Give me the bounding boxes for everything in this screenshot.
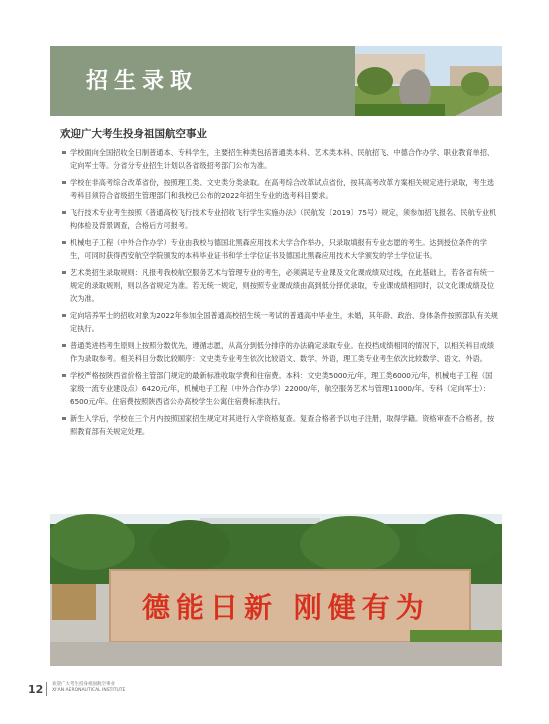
section-heading: 欢迎广大考生投身祖国航空事业: [60, 128, 207, 140]
footer-line-1: 欢迎广大考生投身祖国航空事业: [52, 682, 115, 687]
page-number: 12: [28, 683, 44, 696]
list-item: 艺术类招生录取规则：凡报考我校航空服务艺术与管理专业的考生，必须满足专业课及文化课成绩双过线，在此基础上，若各省有统一规定的录取规则，则以各省规定为准。若无统一规定，则按照专业课成绩由高到低分择优录取，专业课成绩相同时，以文化课成绩及位次为准。: [62, 266, 498, 305]
list-item: 飞行技术专业考生按照《普通高校飞行技术专业招收飞行学生实施办法》（民航发〔2019〕75号）规定，须参加招飞报名、民航专业机构体检及背景调查，合格后方可报考。: [62, 206, 498, 232]
list-item: 学校严格按陕西省价格主管部门规定的最新标准收取学费和住宿费。本科：文史类5000元/年，理工类6000元/年，机械电子工程（国家级一流专业建设点）6420元/年，机械电子工程（中外合作办学）22000/年，航空服务艺术与管理11000/年。专科（定向军士）：6500元/年。住宿费按照陕西省公办高校学生公寓住宿费标准执行。: [62, 369, 498, 408]
list-item: 定向培养军士的招收对象为2022年参加全国普通高校招生统一考试的普通高中毕业生，未婚，其年龄、政治、身体条件按照部队有关规定执行。: [62, 309, 498, 335]
list-item: 学校在非高考综合改革省份，按照理工类、文史类分类录取。在高考综合改革试点省份，按其高考改革方案相关规定进行录取，考生选考科目须符合省级招生管理部门和我校已公布的2022年招生专业的选考科目要求。: [62, 176, 498, 202]
footer-caption: [52, 682, 162, 694]
list-item: 机械电子工程（中外合作办学）专业由我校与德国北黑森应用技术大学合作举办，只录取填报有专业志愿的考生。达到授位条件的学生，可同时获得西安航空学院颁发的本科毕业证书和学士学位证书及德国北黑森应用技术大学颁发的学士学位证书。: [62, 236, 498, 262]
page-footer: [28, 683, 43, 696]
campus-photo: [355, 46, 502, 116]
admission-rules-list: [62, 146, 498, 442]
page-title: 招生录取: [86, 68, 199, 94]
list-item: 普通类进档考生原则上按照分数优先，遵循志愿，从高分到低分排序的办法确定录取专业。在投档成绩相同的情况下，以相关科目成绩作为录取参考。相关科目分数比较顺序：文史类专业考生依次比较语文、数学、外语，理工类专业考生依次比较数学、语文、外语。: [62, 339, 498, 365]
footer-divider: [46, 682, 47, 696]
campus-motto: 德能日新 刚健有为: [142, 591, 430, 624]
header-banner: [50, 46, 502, 116]
list-item: 新生入学后，学校在三个月内按照国家招生规定对其进行入学资格复查。复查合格者予以电子注册，取得学籍。资格审查不合格者，按照教育部有关规定处理。: [62, 412, 498, 438]
footer-line-2: XI'AN AERONAUTICAL INSTITUTE: [52, 688, 126, 693]
list-item: 学校面向全国招收全日制普通本、专科学生，主要招生种类包括普通类本科、艺术类本科、民航招飞、中德合作办学、职业教育单招、定向军士等。分省分专业招生计划以各省级招考部门公布为准。: [62, 146, 498, 172]
